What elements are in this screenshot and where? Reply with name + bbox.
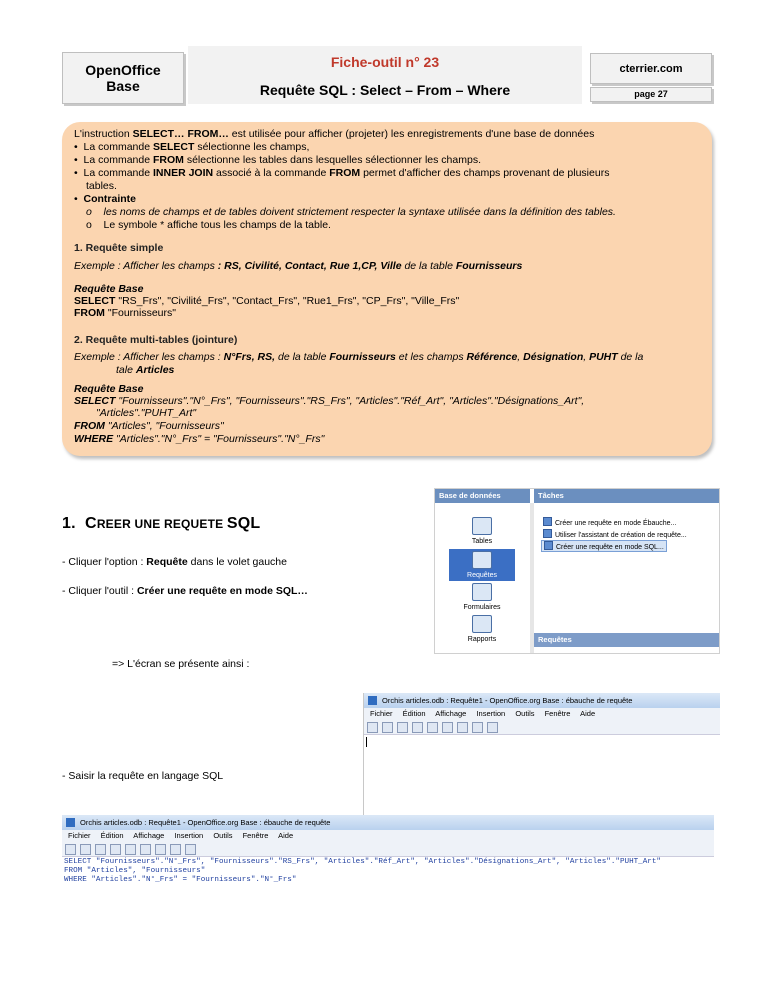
bullet-join: • La commande INNER JOIN associé à la commande FROM permet d'afficher des champs provenant de plusieurs bbox=[74, 167, 610, 179]
sub-constraint-2: o Le symbole * affiche tous les champs de la table. bbox=[86, 219, 331, 231]
multi-select-line: SELECT "Fournisseurs"."N°_Frs", "Fournisseurs"."RS_Frs", "Articles"."Réf_Art", "Articles"."Désignations_Art", bbox=[74, 395, 585, 407]
run-icon[interactable] bbox=[472, 722, 483, 733]
multi-example-cont: tale Articles bbox=[116, 364, 175, 376]
page-number: page 27 bbox=[590, 87, 712, 102]
menu-tools-2[interactable]: Outils bbox=[213, 831, 233, 840]
sql-query-window bbox=[62, 815, 714, 884]
multi-rb-label: Requête Base bbox=[74, 383, 144, 395]
intro-line: L'instruction SELECT… FROM… est utilisée pour afficher (projeter) les enregistrements d'une base de données bbox=[74, 128, 595, 140]
window-titlebar-2: Orchis articles.odb : Requête1 - OpenOffice.org Base : ébauche de requête bbox=[62, 815, 714, 830]
empty-query-window bbox=[363, 693, 720, 835]
product-line2: Base bbox=[106, 78, 140, 94]
app-icon-2 bbox=[66, 818, 75, 827]
sheet-number: Fiche-outil n° 23 bbox=[330, 54, 440, 70]
menu-tools[interactable]: Outils bbox=[515, 709, 535, 718]
menu-window[interactable]: Fenêtre bbox=[544, 709, 571, 718]
menu-bar bbox=[364, 708, 720, 720]
sidebar-item-forms[interactable]: Formulaires bbox=[449, 583, 515, 611]
sidebar-item-queries[interactable]: Requêtes bbox=[449, 549, 515, 581]
edit-icon[interactable] bbox=[382, 722, 393, 733]
bullet-constraint: • Contrainte bbox=[74, 193, 137, 205]
cut-icon[interactable] bbox=[397, 722, 408, 733]
menu-file-2[interactable]: Fichier bbox=[68, 831, 91, 840]
summary-box bbox=[62, 122, 712, 456]
task-sql-mode[interactable]: Créer une requête en mode SQL... bbox=[541, 540, 667, 552]
copy-icon[interactable] bbox=[110, 844, 121, 855]
section-heading: 1. CREER UNE REQUETE SQL bbox=[62, 515, 261, 532]
product-line1: OpenOffice bbox=[85, 62, 161, 78]
cut-icon[interactable] bbox=[95, 844, 106, 855]
text-cursor bbox=[366, 737, 367, 747]
toolbar bbox=[364, 720, 720, 735]
undo-icon[interactable] bbox=[140, 844, 151, 855]
step-click-option: - Cliquer l'option : Requête dans le volet gauche bbox=[62, 556, 287, 568]
simple-example: Exemple : Afficher les champs : RS, Civilité, Contact, Rue 1,CP, Ville de la table Fournisseurs bbox=[74, 260, 523, 272]
simple-query-title: 1. Requête simple bbox=[74, 242, 164, 254]
sidebar-item-tables[interactable]: Tables bbox=[449, 517, 515, 545]
multi-select-cont: "Articles"."PUHT_Art" bbox=[96, 407, 197, 419]
menu-help-2[interactable]: Aide bbox=[278, 831, 294, 840]
task-design-mode[interactable]: Créer une requête en mode Ébauche... bbox=[543, 517, 676, 527]
table-icon bbox=[472, 517, 492, 535]
screen-note: => L'écran se présente ainsi : bbox=[112, 658, 250, 670]
menu-edit[interactable]: Édition bbox=[402, 709, 426, 718]
menu-insert-2[interactable]: Insertion bbox=[174, 831, 204, 840]
sql-line-from[interactable]: FROM "Articles", "Fournisseurs" bbox=[64, 867, 206, 875]
app-icon bbox=[368, 696, 377, 705]
menu-edit-2[interactable]: Édition bbox=[100, 831, 124, 840]
multi-where-line: WHERE "Articles"."N°_Frs" = "Fournisseurs"."N°_Frs" bbox=[74, 433, 325, 445]
sql-icon[interactable] bbox=[487, 722, 498, 733]
undo-icon[interactable] bbox=[442, 722, 453, 733]
query-icon bbox=[472, 551, 492, 569]
menu-view[interactable]: Affichage bbox=[435, 709, 467, 718]
menu-insert[interactable]: Insertion bbox=[476, 709, 506, 718]
queries-panel-header: Requêtes bbox=[534, 633, 719, 647]
copy-icon[interactable] bbox=[412, 722, 423, 733]
base-window-screenshot bbox=[434, 488, 720, 654]
menu-window-2[interactable]: Fenêtre bbox=[242, 831, 269, 840]
task-wizard[interactable]: Utiliser l'assistant de création de requête... bbox=[543, 529, 687, 539]
paste-icon[interactable] bbox=[125, 844, 136, 855]
run-icon[interactable] bbox=[170, 844, 181, 855]
sql-line-select[interactable]: SELECT "Fournisseurs"."N°_Frs", "Fournisseurs"."RS_Frs", "Articles"."Réf_Art", "Articles"."Désignations_Art", "Articles"."PUHT_Art" bbox=[64, 858, 661, 866]
menu-file[interactable]: Fichier bbox=[370, 709, 393, 718]
simple-select-line: SELECT "RS_Frs", "Civilité_Frs", "Contact_Frs", "Rue1_Frs", "CP_Frs", "Ville_Frs" bbox=[74, 295, 460, 307]
multi-example: Exemple : Afficher les champs : N°Frs, RS, de la table Fournisseurs et les champs Référence, Désignation, PUHT de la bbox=[74, 351, 644, 363]
simple-from-line: FROM "Fournisseurs" bbox=[74, 307, 176, 319]
report-icon bbox=[472, 615, 492, 633]
save-icon[interactable] bbox=[65, 844, 76, 855]
sidebar-item-reports[interactable]: Rapports bbox=[449, 615, 515, 643]
bullet-join-cont: tables. bbox=[86, 180, 117, 192]
tasks-panel-header: Tâches bbox=[534, 489, 719, 503]
simple-rb-label: Requête Base bbox=[74, 283, 144, 295]
edit-icon[interactable] bbox=[80, 844, 91, 855]
wizard-icon bbox=[543, 529, 552, 538]
bullet-select: • La commande SELECT sélectionne les champs, bbox=[74, 141, 310, 153]
db-panel-header: Base de données bbox=[435, 489, 530, 503]
sql-icon[interactable] bbox=[185, 844, 196, 855]
redo-icon[interactable] bbox=[155, 844, 166, 855]
form-icon bbox=[472, 583, 492, 601]
sheet-subtitle: Requête SQL : Select – From – Where bbox=[259, 82, 511, 98]
site-label: cterrier.com bbox=[590, 53, 712, 84]
save-icon[interactable] bbox=[367, 722, 378, 733]
paste-icon[interactable] bbox=[427, 722, 438, 733]
bullet-from: • La commande FROM sélectionne les tables dans lesquelles sélectionner les champs. bbox=[74, 154, 481, 166]
menu-bar-2 bbox=[62, 830, 714, 842]
menu-view-2[interactable]: Affichage bbox=[133, 831, 165, 840]
step-enter-sql: - Saisir la requête en langage SQL bbox=[62, 770, 224, 782]
header-title-block bbox=[188, 46, 582, 104]
sql-icon bbox=[544, 541, 553, 550]
product-label bbox=[62, 52, 184, 104]
step-click-tool: - Cliquer l'outil : Créer une requête en mode SQL… bbox=[62, 585, 308, 597]
toolbar-2 bbox=[62, 842, 714, 857]
menu-help[interactable]: Aide bbox=[580, 709, 596, 718]
multi-query-title: 2. Requête multi-tables (jointure) bbox=[74, 334, 238, 346]
task-icon bbox=[543, 517, 552, 526]
window-titlebar: Orchis articles.odb : Requête1 - OpenOffice.org Base : ébauche de requête bbox=[364, 693, 720, 708]
redo-icon[interactable] bbox=[457, 722, 468, 733]
sql-line-where[interactable]: WHERE "Articles"."N°_Frs" = "Fournisseurs"."N°_Frs" bbox=[64, 876, 297, 884]
multi-from-line: FROM "Articles", "Fournisseurs" bbox=[74, 420, 224, 432]
sub-constraint-1: o les noms de champs et de tables doivent strictement respecter la syntaxe utilisée dans la définition des tables. bbox=[86, 206, 616, 218]
